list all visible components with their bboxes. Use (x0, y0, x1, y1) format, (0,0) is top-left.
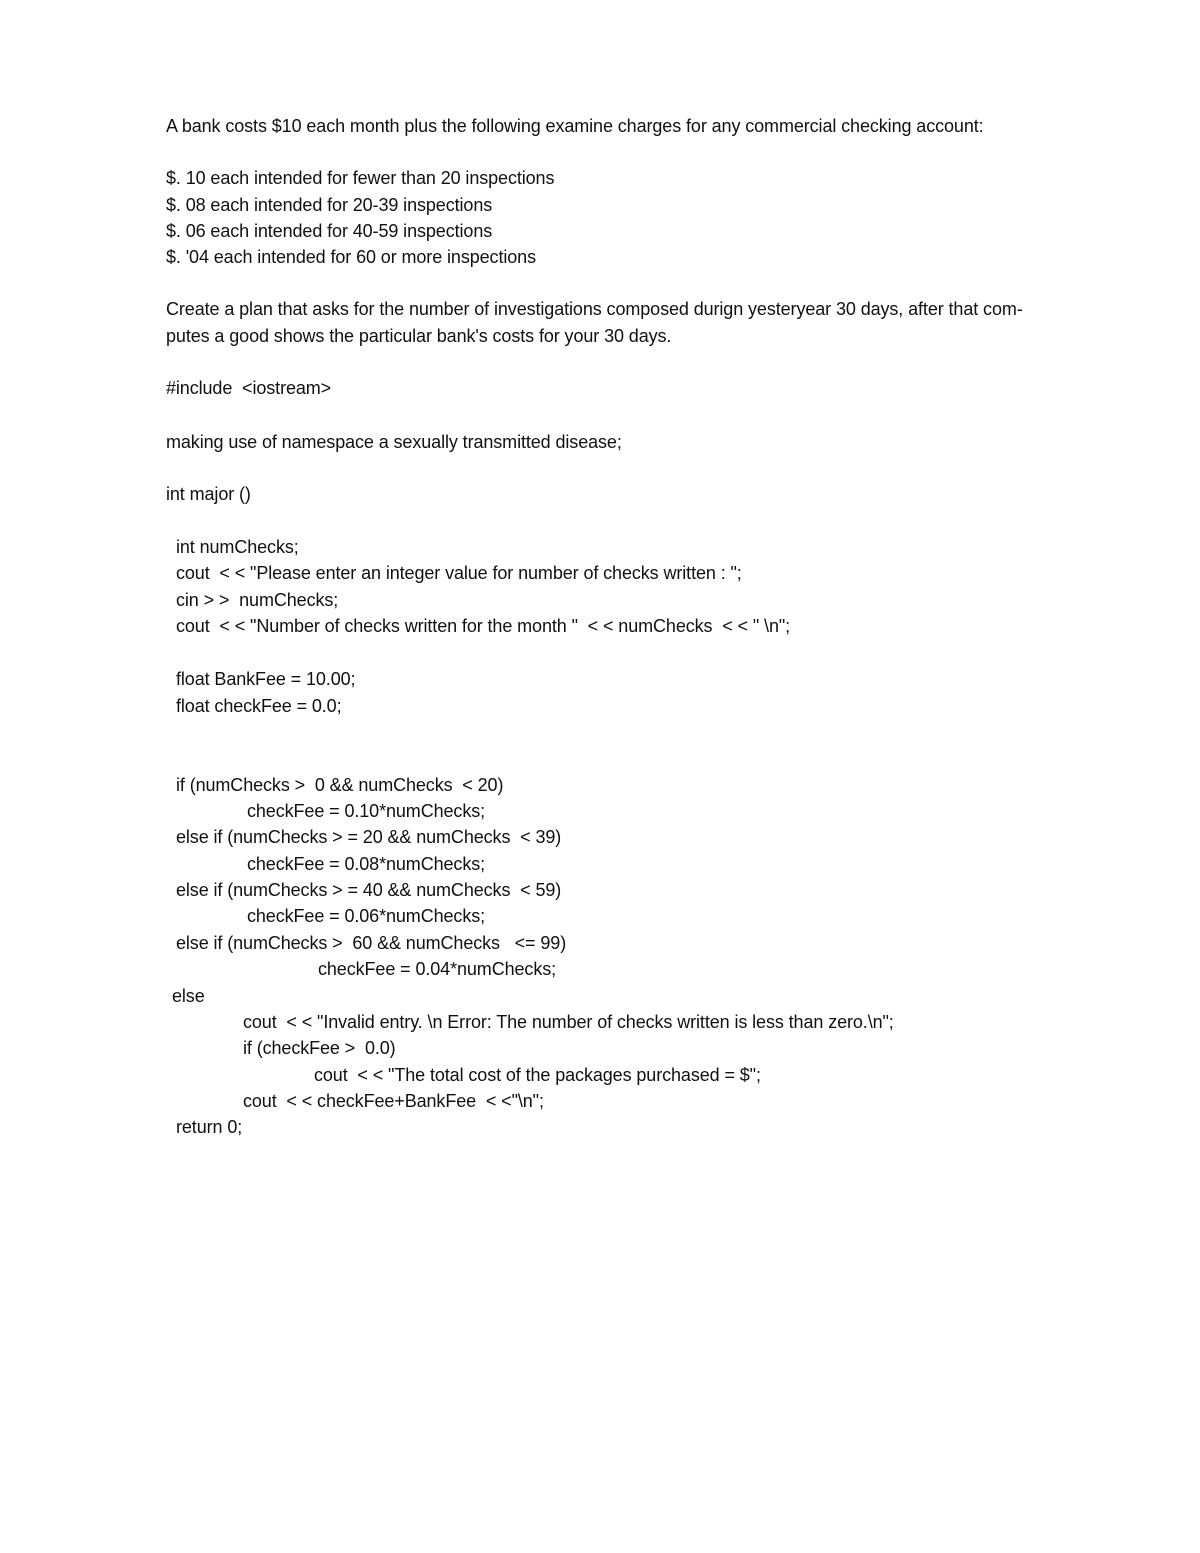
task-line: putes a good shows the particular bank's costs for your 30 days. (166, 326, 672, 346)
code-line: if (numChecks > 0 && numChecks < 20) (176, 775, 504, 795)
fee-line: $. '04 each intended for 60 or more inspections (166, 247, 536, 267)
code-line: else if (numChecks > = 40 && numChecks < 59) (176, 880, 562, 900)
code-line: cin > > numChecks; (176, 590, 339, 610)
code-main-decl: int major () (166, 484, 251, 504)
code-line: cout < < "Please enter an integer value for number of checks written : "; (176, 563, 742, 583)
code-line: else if (numChecks > 60 && numChecks <= 99) (176, 933, 567, 953)
code-line: float BankFee = 10.00; (176, 669, 356, 689)
code-line: int numChecks; (176, 537, 299, 557)
code-line: checkFee = 0.06*numChecks; (247, 906, 486, 926)
code-line: else (172, 986, 205, 1006)
code-namespace: making use of namespace a sexually transmitted disease; (166, 432, 622, 452)
code-line: else if (numChecks > = 20 && numChecks < 39) (176, 827, 562, 847)
task-line: Create a plan that asks for the number of investigations composed durign yesteryear 30 days, after that com- (166, 299, 1023, 319)
fee-line: $. 08 each intended for 20-39 inspections (166, 195, 493, 215)
code-include: #include <iostream> (166, 378, 332, 398)
code-line: return 0; (176, 1117, 243, 1137)
code-line: cout < < checkFee+BankFee < <"\n"; (243, 1091, 544, 1111)
code-line: cout < < "Number of checks written for the month " < < numChecks < < " \n"; (176, 616, 791, 636)
code-line: checkFee = 0.04*numChecks; (318, 959, 557, 979)
code-line: cout < < "Invalid entry. \n Error: The number of checks written is less than zero.\n"; (243, 1012, 894, 1032)
code-line: cout < < "The total cost of the packages purchased = $"; (314, 1065, 761, 1085)
code-line: float checkFee = 0.0; (176, 696, 342, 716)
fee-line: $. 06 each intended for 40-59 inspections (166, 221, 493, 241)
code-line: if (checkFee > 0.0) (243, 1038, 396, 1058)
intro-paragraph: A bank costs $10 each month plus the following examine charges for any commercial checking account: (166, 116, 984, 136)
fee-line: $. 10 each intended for fewer than 20 inspections (166, 168, 555, 188)
code-line: checkFee = 0.08*numChecks; (247, 854, 486, 874)
code-line: checkFee = 0.10*numChecks; (247, 801, 486, 821)
